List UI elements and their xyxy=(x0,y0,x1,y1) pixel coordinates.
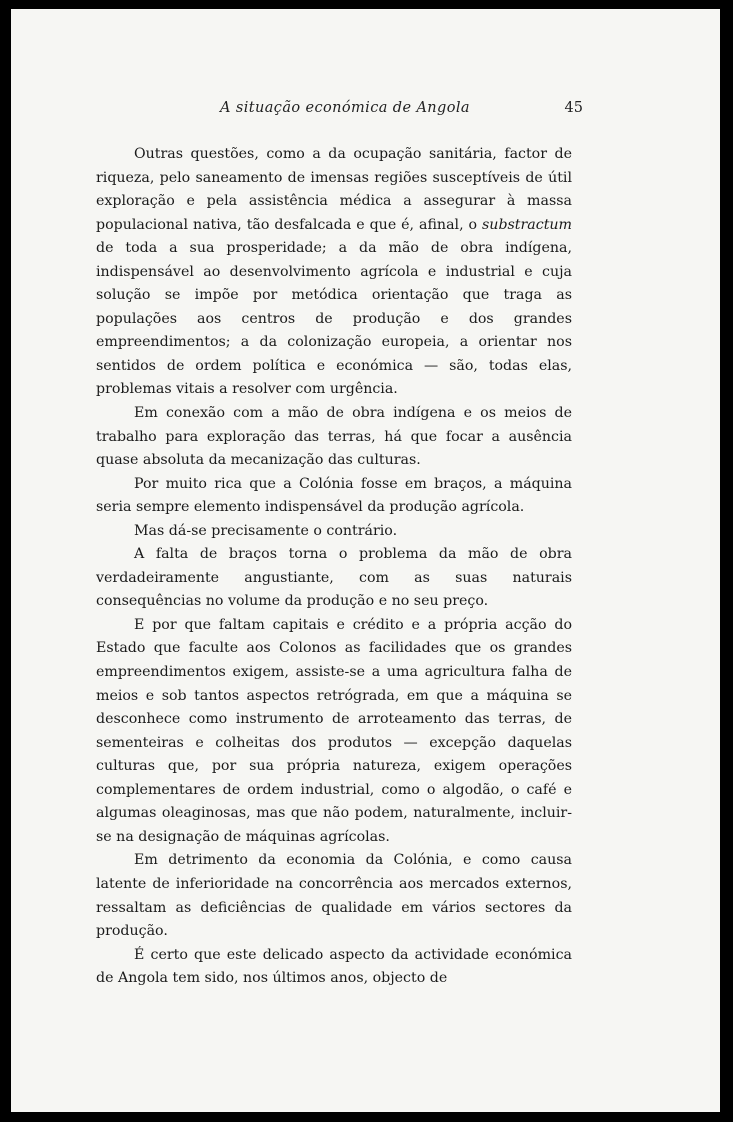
paragraph-1-continuation: de toda a sua prosperidade; a da mão de obra indígena, indispensável ao desenvolvimento agrícola e industrial e cuja solução se impõe por metódica orientação que traga as populações aos centros de produção e dos grandes empreendimentos; a da colonização europeia, a orientar nos sentidos de ordem política e económica — são, todas elas, problemas vitais a resolver com urgência. xyxy=(96,240,572,398)
paragraph-4: Mas dá-se precisamente o contrário. xyxy=(134,522,398,539)
paragraph-7: Em detrimento da economia da Colónia, e como causa latente de inferioridade na concorrência aos mercados externos, ressaltam as deficiências de qualidade em vários sectores da produção. xyxy=(96,852,572,940)
running-title: A situação económica de Angola xyxy=(220,100,470,116)
paragraph-8: É certo que este delicado aspecto da actividade económica de Angola tem sido, nos últimos anos, objecto de xyxy=(96,946,572,987)
paragraph-1 xyxy=(96,143,572,402)
page-number: 45 xyxy=(564,100,583,116)
body-text xyxy=(96,143,572,991)
italic-term: substractum xyxy=(482,216,572,233)
running-header xyxy=(107,100,583,124)
paragraph-1-text: Outras questões, como a da ocupação sanitária, factor de riqueza, pelo saneamento de imensas regiões susceptíveis de útil exploração e pela assistência médica a assegurar à massa populacional nativa, tão desfalcada e que é, afinal, o xyxy=(96,146,572,233)
paragraph-3: Por muito rica que a Colónia fosse em braços, a máquina seria sempre elemento indispensável da produção agrícola. xyxy=(96,475,572,516)
paragraph-6: E por que faltam capitais e crédito e a própria acção do Estado que faculte aos Colonos as facilidades que os grandes empreendimentos exigem, assiste-se a uma agricultura falha de meios e sob tantos aspectos retrógrada, em que a máquina se desconhece como instrumento de arroteamento das terras, de sementeiras e colheitas dos produtos — excepção daquelas culturas que, por sua própria natureza, exigem operações complementares de ordem industrial, como o algodão, o café e algumas oleaginosas, mas que não podem, naturalmente, incluir-se na designação de máquinas agrícolas. xyxy=(96,616,572,845)
paragraph-5: A falta de braços torna o problema da mão de obra verdadeiramente angustiante, com as suas naturais consequências no volume da produção e no seu preço. xyxy=(96,546,572,610)
paragraph-2: Em conexão com a mão de obra indígena e os meios de trabalho para exploração das terras, há que focar a ausência quase absoluta da mecanização das culturas. xyxy=(96,405,572,469)
